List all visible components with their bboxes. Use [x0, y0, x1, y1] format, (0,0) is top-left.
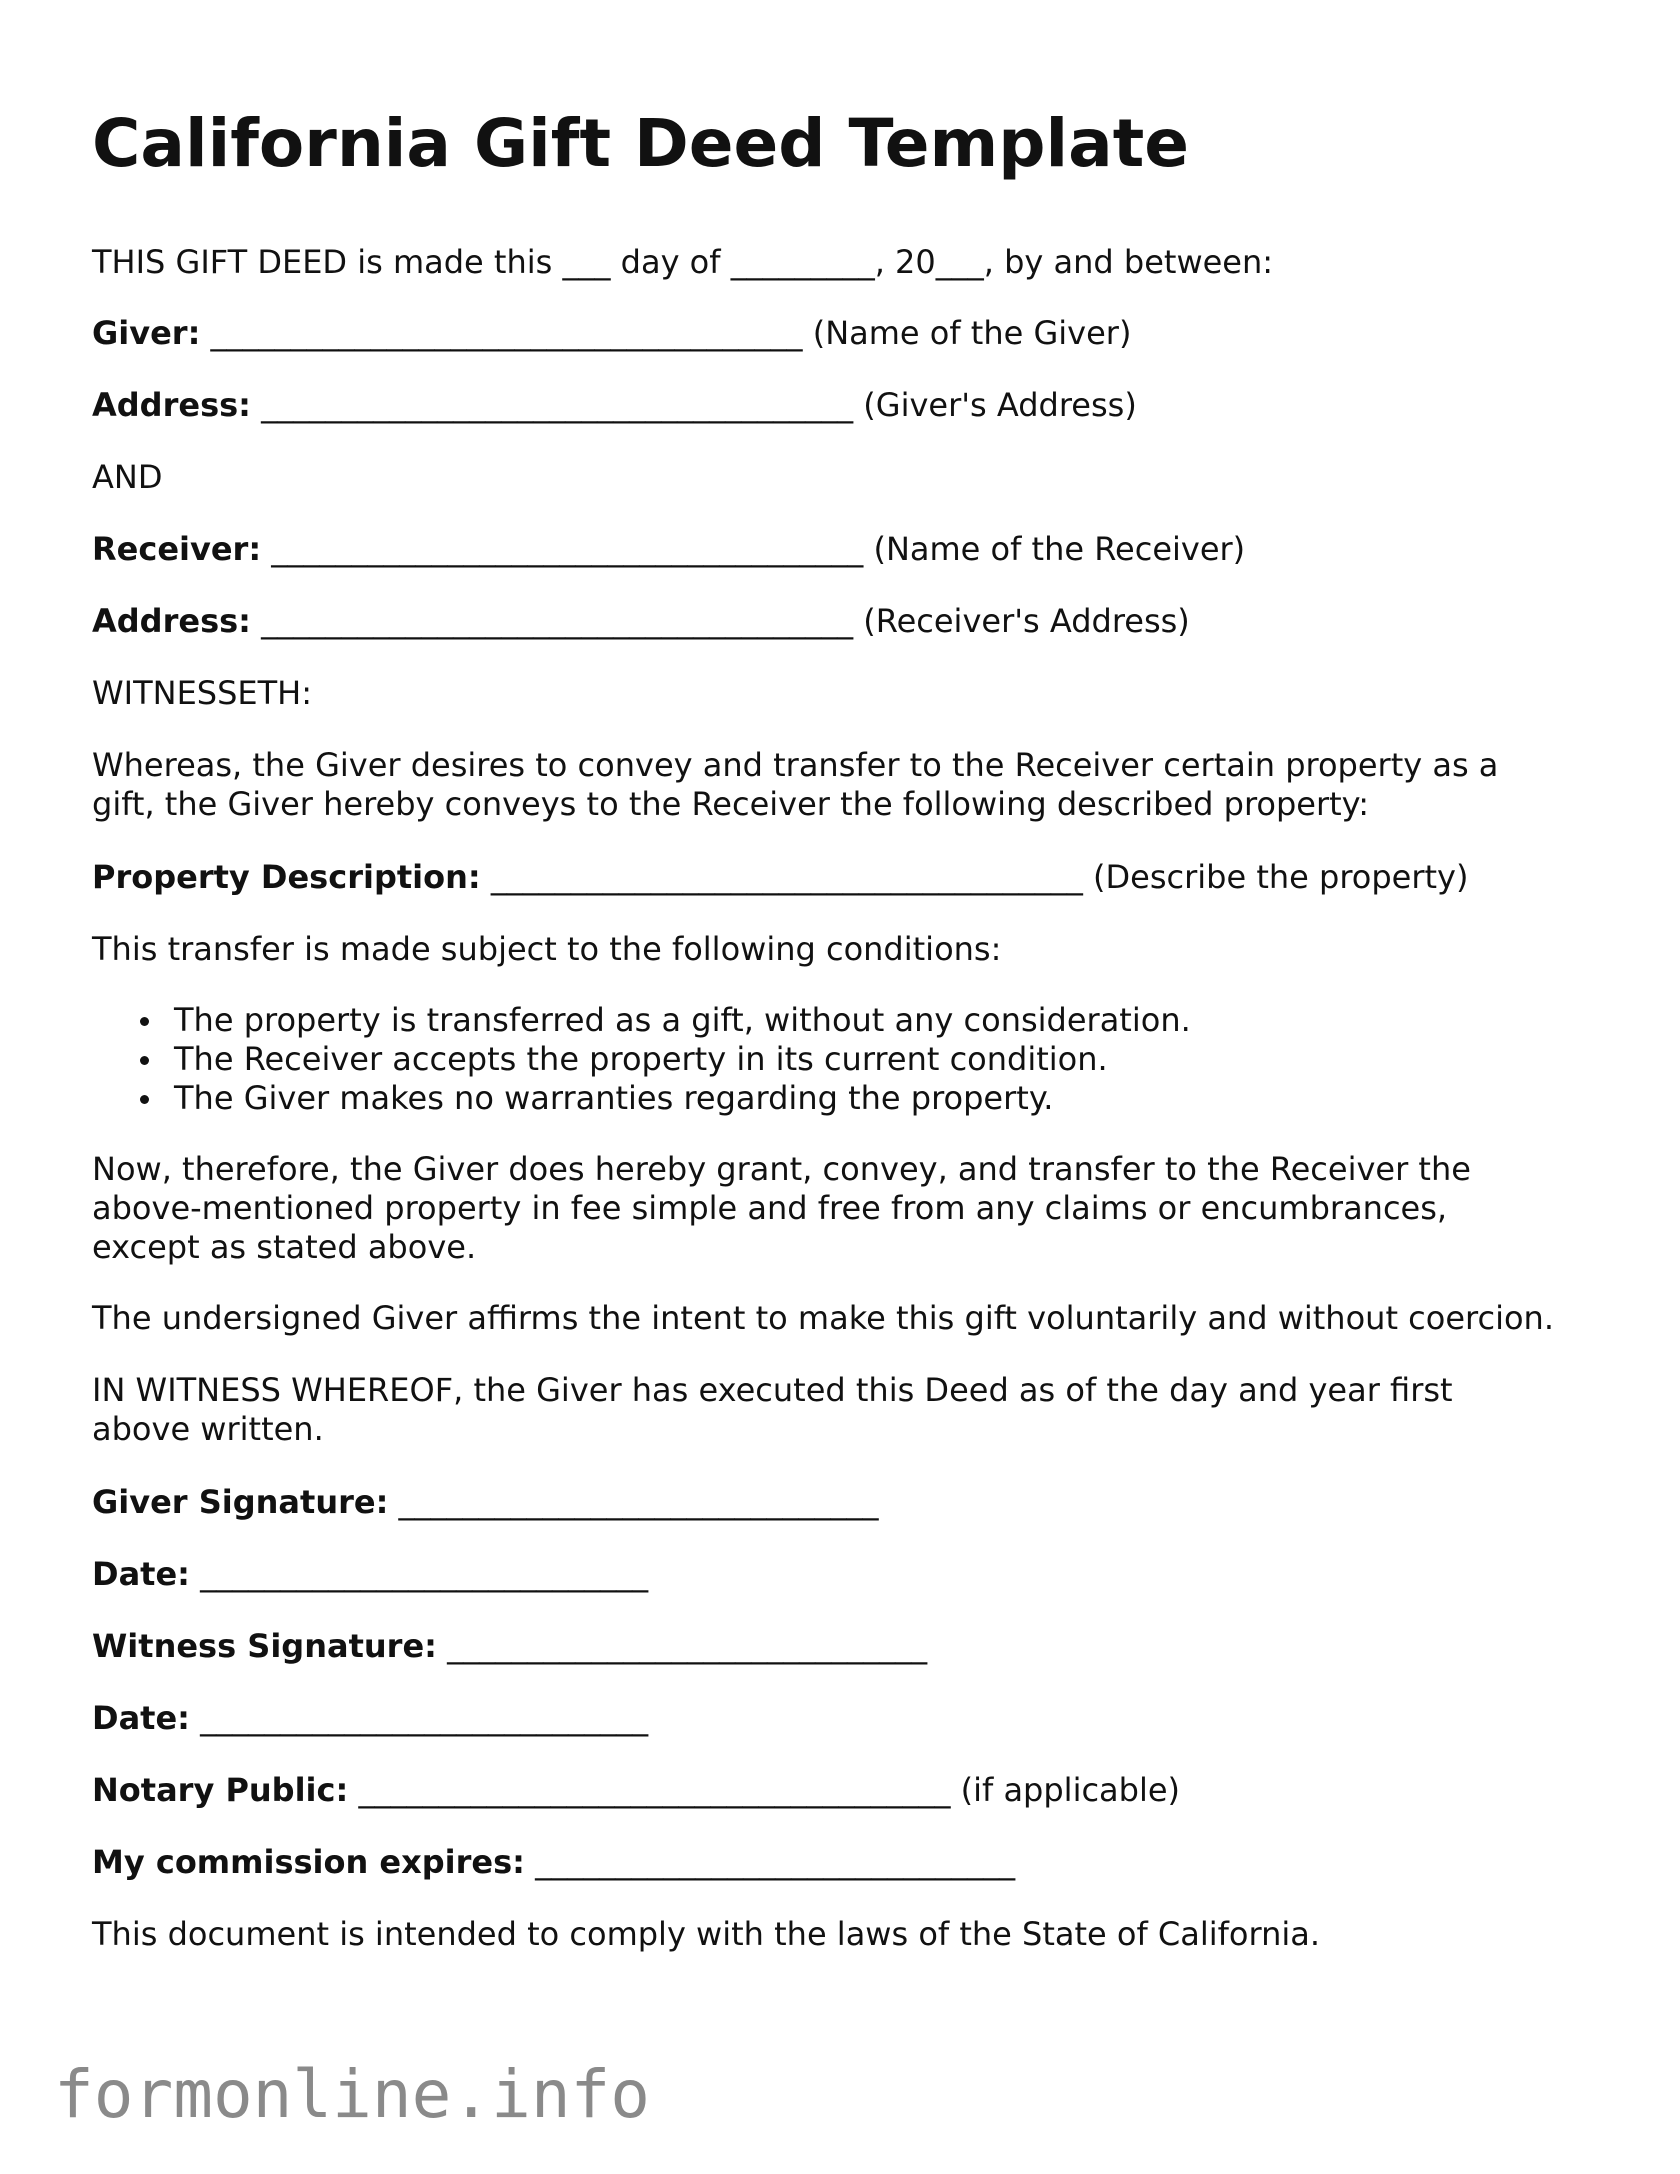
whereas-line: gift, the Giver hereby conveys to the Receiver the following described property: — [92, 785, 1370, 823]
commission-field — [92, 1842, 1015, 1882]
giver-address-label: Address: — [92, 386, 251, 424]
giver-address-hint: (Giver's Address) — [853, 386, 1137, 424]
receiver-address-hint: (Receiver's Address) — [853, 602, 1190, 640]
now-therefore-line: above-mentioned property in fee simple and free from any claims or encumbrances, — [92, 1189, 1448, 1227]
receiver-field — [92, 529, 1245, 569]
giver-field — [92, 313, 1131, 353]
giver-address-blank: _____________________________________ — [250, 386, 854, 424]
conditions-list — [92, 1001, 1191, 1118]
condition-item: The property is transferred as a gift, without any consideration. — [92, 1001, 1191, 1040]
condition-item: The Giver makes no warranties regarding the property. — [92, 1079, 1191, 1118]
in-witness-paragraph — [92, 1371, 1612, 1449]
property-blank: _____________________________________ — [480, 858, 1083, 896]
witness-signature-label: Witness Signature: — [92, 1627, 437, 1665]
property-hint: (Describe the property) — [1082, 858, 1469, 896]
witnesseth-text: WITNESSETH: — [92, 674, 313, 712]
giver-date-label: Date: — [92, 1555, 190, 1593]
notary-blank: _____________________________________ — [348, 1771, 951, 1809]
in-witness-line: above written. — [92, 1410, 324, 1448]
affirmation-text: The undersigned Giver affirms the intent to make this gift voluntarily and without coercion. — [92, 1299, 1554, 1337]
witness-date-blank: ____________________________ — [189, 1699, 649, 1737]
now-therefore-paragraph — [92, 1150, 1612, 1267]
witness-date-field — [92, 1698, 648, 1738]
notary-field — [92, 1770, 1180, 1810]
notary-hint: (if applicable) — [950, 1771, 1181, 1809]
property-field — [92, 857, 1468, 897]
giver-date-blank: ____________________________ — [189, 1555, 649, 1593]
witness-signature-blank: ______________________________ — [436, 1627, 928, 1665]
whereas-line: Whereas, the Giver desires to convey and transfer to the Receiver certain property as a — [92, 746, 1499, 784]
condition-item: The Receiver accepts the property in its current condition. — [92, 1040, 1191, 1079]
giver-address-field — [92, 385, 1137, 425]
commission-label: My commission expires: — [92, 1843, 525, 1881]
witness-signature-field — [92, 1626, 927, 1666]
receiver-address-field — [92, 601, 1190, 641]
notary-label: Notary Public: — [92, 1771, 349, 1809]
document-title: California Gift Deed Template — [92, 105, 1190, 182]
receiver-label: Receiver: — [92, 530, 262, 568]
giver-label: Giver: — [92, 314, 201, 352]
whereas-paragraph — [92, 746, 1612, 824]
giver-signature-field — [92, 1482, 879, 1522]
giver-signature-blank: ______________________________ — [388, 1483, 879, 1521]
commission-blank: ______________________________ — [524, 1843, 1016, 1881]
conditions-intro: This transfer is made subject to the following conditions: — [92, 930, 1002, 968]
in-witness-line: IN WITNESS WHEREOF, the Giver has executed this Deed as of the day and year first — [92, 1371, 1453, 1409]
intro-line: THIS GIFT DEED is made this ___ day of _________, 20___, by and between: — [92, 243, 1274, 281]
receiver-hint: (Name of the Receiver) — [863, 530, 1246, 568]
giver-date-field — [92, 1554, 648, 1594]
watermark: formonline.info — [54, 2056, 651, 2133]
receiver-blank: _____________________________________ — [261, 530, 864, 568]
receiver-address-label: Address: — [92, 602, 251, 640]
witness-date-label: Date: — [92, 1699, 190, 1737]
and-text: AND — [92, 458, 163, 496]
compliance-text: This document is intended to comply with the laws of the State of California. — [92, 1915, 1321, 1953]
giver-signature-label: Giver Signature: — [92, 1483, 389, 1521]
property-label: Property Description: — [92, 858, 481, 896]
now-therefore-line: except as stated above. — [92, 1228, 477, 1266]
giver-hint: (Name of the Giver) — [802, 314, 1132, 352]
now-therefore-line: Now, therefore, the Giver does hereby grant, convey, and transfer to the Receiver the — [92, 1150, 1471, 1188]
receiver-address-blank: _____________________________________ — [250, 602, 854, 640]
giver-blank: _____________________________________ — [200, 314, 803, 352]
